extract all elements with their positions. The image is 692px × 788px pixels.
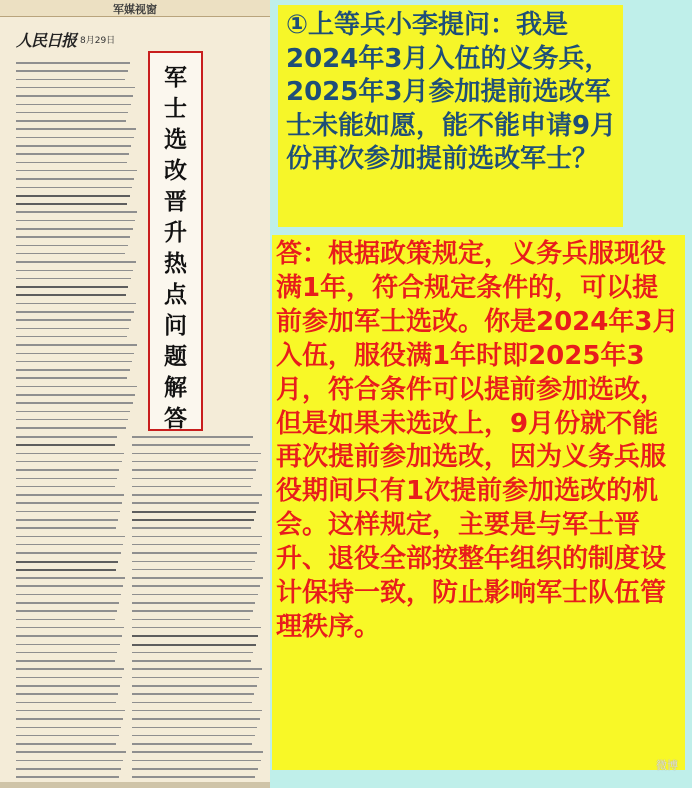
newspaper-text-line bbox=[16, 87, 135, 89]
newspaper-text-line bbox=[132, 685, 257, 687]
newspaper-text-line bbox=[132, 486, 251, 488]
newspaper-text-line bbox=[16, 644, 120, 646]
newspaper-text-line bbox=[132, 552, 257, 554]
newspaper-text-line bbox=[132, 743, 252, 745]
vertical-title-box bbox=[148, 51, 203, 431]
newspaper-text-line bbox=[132, 444, 250, 446]
newspaper-text-line bbox=[16, 220, 135, 222]
newspaper-text-line bbox=[16, 145, 131, 147]
newspaper-text-line bbox=[132, 536, 262, 538]
newspaper-text-line bbox=[132, 677, 259, 679]
newspaper-text-line bbox=[16, 768, 121, 770]
newspaper-text-line bbox=[16, 120, 126, 122]
newspaper-text-line bbox=[16, 112, 128, 114]
newspaper-text-line bbox=[132, 561, 255, 563]
newspaper-clipping bbox=[0, 0, 270, 788]
question-text: ①上等兵小李提问：我是2024年3月入伍的义务兵，2025年3月参加提前选改军士未能如愿，能不能申请9月份再次参加提前选改军士？ bbox=[286, 10, 617, 174]
question-callout bbox=[278, 5, 623, 227]
newspaper-text-line bbox=[16, 627, 124, 629]
newspaper-text-line bbox=[16, 478, 117, 480]
newspaper-text-line bbox=[132, 469, 256, 471]
newspaper-text-line bbox=[16, 594, 121, 596]
clipping-bottom-edge bbox=[0, 782, 270, 788]
newspaper-text-line bbox=[16, 211, 137, 213]
newspaper-text-line bbox=[16, 270, 133, 272]
newspaper-text-line bbox=[132, 718, 260, 720]
newspaper-text-line bbox=[16, 253, 125, 255]
newspaper-text-line bbox=[16, 62, 130, 64]
newspaper-text-line bbox=[16, 336, 127, 338]
vertical-title-char: 晋 bbox=[164, 188, 187, 215]
newspaper-text-line bbox=[16, 668, 124, 670]
newspaper-text-line bbox=[132, 602, 255, 604]
newspaper-text-line bbox=[132, 660, 251, 662]
newspaper-text-line bbox=[132, 511, 256, 513]
newspaper-text-line bbox=[132, 627, 261, 629]
newspaper-text-line bbox=[16, 511, 120, 513]
newspaper-text-line bbox=[132, 727, 257, 729]
newspaper-text-line bbox=[16, 419, 128, 421]
newspaper-text-line bbox=[132, 702, 252, 704]
newspaper-text-line bbox=[132, 652, 253, 654]
newspaper-text-line bbox=[132, 668, 262, 670]
newspaper-text-line bbox=[16, 427, 126, 429]
newspaper-text-line bbox=[16, 760, 123, 762]
newspaper-text-line bbox=[16, 303, 136, 305]
newspaper-text-line bbox=[16, 394, 135, 396]
newspaper-text-line bbox=[16, 619, 115, 621]
newspaper-text-line bbox=[16, 178, 134, 180]
newspaper-text-line bbox=[132, 453, 261, 455]
newspaper-text-line bbox=[16, 195, 130, 197]
newspaper-text-line bbox=[16, 610, 117, 612]
newspaper-text-line bbox=[16, 502, 122, 504]
newspaper-date: 8月29日 bbox=[80, 36, 116, 46]
newspaper-text-line bbox=[16, 79, 125, 81]
vertical-title-char: 问 bbox=[164, 312, 187, 339]
newspaper-text-line bbox=[16, 444, 115, 446]
vertical-title-char: 热 bbox=[164, 250, 187, 277]
newspaper-text-line bbox=[16, 602, 119, 604]
newspaper-text-line bbox=[16, 469, 119, 471]
newspaper-text-line bbox=[132, 569, 252, 571]
newspaper-text-line bbox=[132, 594, 258, 596]
newspaper-text-line bbox=[132, 735, 255, 737]
newspaper-text-line bbox=[16, 162, 127, 164]
newspaper-text-line bbox=[16, 369, 130, 371]
newspaper-text-line bbox=[132, 436, 253, 438]
vertical-title-char: 点 bbox=[164, 281, 187, 308]
newspaper-logo: 人民日报 bbox=[16, 31, 77, 50]
newspaper-text-line bbox=[16, 294, 126, 296]
newspaper-text-line bbox=[16, 187, 132, 189]
newspaper-text-line bbox=[16, 710, 125, 712]
newspaper-section-banner bbox=[0, 0, 270, 17]
newspaper-text-line bbox=[16, 137, 134, 139]
newspaper-text-line bbox=[16, 353, 134, 355]
vertical-title-char: 士 bbox=[164, 95, 187, 122]
section-banner-title: 军媒视窗 bbox=[113, 3, 157, 16]
newspaper-text-line bbox=[132, 768, 258, 770]
newspaper-text-line bbox=[16, 95, 133, 97]
answer-callout bbox=[272, 235, 685, 770]
newspaper-text-line bbox=[16, 261, 136, 263]
newspaper-text-line bbox=[132, 644, 256, 646]
newspaper-text-line bbox=[16, 677, 122, 679]
newspaper-text-line bbox=[16, 660, 115, 662]
newspaper-text-line bbox=[16, 585, 123, 587]
newspaper-text-line bbox=[132, 776, 255, 778]
newspaper-text-line bbox=[16, 311, 134, 313]
newspaper-text-line bbox=[16, 436, 117, 438]
newspaper-text-line bbox=[16, 751, 126, 753]
newspaper-text-line bbox=[16, 411, 130, 413]
newspaper-text-line bbox=[132, 519, 254, 521]
newspaper-text-line bbox=[16, 693, 118, 695]
vertical-title-char: 解 bbox=[164, 374, 187, 401]
vertical-title-char: 升 bbox=[164, 219, 187, 246]
vertical-title-char: 题 bbox=[164, 343, 187, 370]
newspaper-text-line bbox=[16, 544, 123, 546]
newspaper-text-line bbox=[16, 536, 125, 538]
newspaper-text-line bbox=[16, 386, 137, 388]
newspaper-text-line bbox=[16, 743, 116, 745]
newspaper-text-line bbox=[16, 453, 124, 455]
newspaper-text-line bbox=[132, 693, 254, 695]
newspaper-text-line bbox=[16, 104, 131, 106]
newspaper-text-line bbox=[16, 344, 137, 346]
newspaper-text-line bbox=[16, 702, 116, 704]
newspaper-text-line bbox=[16, 228, 133, 230]
newspaper-text-line bbox=[16, 577, 125, 579]
newspaper-text-line bbox=[16, 319, 131, 321]
newspaper-text-line bbox=[132, 760, 261, 762]
newspaper-text-line bbox=[16, 278, 131, 280]
newspaper-text-line bbox=[132, 502, 259, 504]
newspaper-text-line bbox=[132, 478, 253, 480]
newspaper-text-line bbox=[16, 402, 133, 404]
newspaper-text-line bbox=[16, 328, 129, 330]
newspaper-text-line bbox=[132, 544, 260, 546]
newspaper-text-line bbox=[16, 245, 128, 247]
newspaper-text-line bbox=[132, 527, 251, 529]
newspaper-text-line bbox=[16, 170, 137, 172]
newspaper-text-line bbox=[16, 519, 118, 521]
newspaper-text-line bbox=[16, 727, 121, 729]
newspaper-text-line bbox=[16, 561, 118, 563]
newspaper-text-line bbox=[132, 619, 250, 621]
newspaper-text-line bbox=[16, 635, 122, 637]
newspaper-text-line bbox=[16, 203, 127, 205]
newspaper-text-line bbox=[16, 569, 116, 571]
newspaper-text-line bbox=[16, 652, 117, 654]
newspaper-text-line bbox=[132, 585, 260, 587]
newspaper-text-line bbox=[16, 552, 121, 554]
newspaper-text-line bbox=[16, 685, 120, 687]
newspaper-text-line bbox=[132, 710, 262, 712]
vertical-title-char: 改 bbox=[164, 157, 187, 184]
vertical-title-char: 选 bbox=[164, 126, 187, 153]
newspaper-text-line bbox=[16, 486, 115, 488]
newspaper-text-line bbox=[16, 361, 132, 363]
newspaper-text-line bbox=[16, 718, 123, 720]
newspaper-text-line bbox=[16, 70, 128, 72]
weibo-watermark: 微博 bbox=[656, 759, 678, 772]
newspaper-text-line bbox=[16, 128, 136, 130]
vertical-title-char: 答 bbox=[164, 405, 187, 432]
newspaper-text-line bbox=[132, 461, 258, 463]
answer-text: 答：根据政策规定，义务兵服现役满1年，符合规定条件的，可以提前参加军士选改。你是2024年3月入伍，服役满1年时即2025年3月，符合条件可以提前参加选改，但是如果未选改上，9月份就不能再次提前参加选改，因为义务兵服役期间只有1次提前参加选改的机会。这样规定，主要是与军士晋升、退役全部按整年组织的制度设计保持一致，防止影响军士队伍管理秩序。 bbox=[276, 239, 679, 642]
newspaper-text-line bbox=[132, 751, 263, 753]
newspaper-text-line bbox=[16, 286, 128, 288]
newspaper-text-line bbox=[132, 635, 258, 637]
newspaper-text-line bbox=[132, 494, 262, 496]
newspaper-text-line bbox=[16, 461, 122, 463]
newspaper-text-line bbox=[132, 577, 263, 579]
vertical-title-char: 军 bbox=[164, 64, 187, 91]
newspaper-text-line bbox=[132, 610, 253, 612]
newspaper-text-line bbox=[16, 236, 130, 238]
newspaper-text-line bbox=[16, 494, 124, 496]
newspaper-text-line bbox=[16, 776, 119, 778]
newspaper-text-line bbox=[16, 527, 116, 529]
newspaper-text-line bbox=[16, 377, 127, 379]
newspaper-text-line bbox=[16, 735, 119, 737]
newspaper-text-line bbox=[16, 153, 129, 155]
